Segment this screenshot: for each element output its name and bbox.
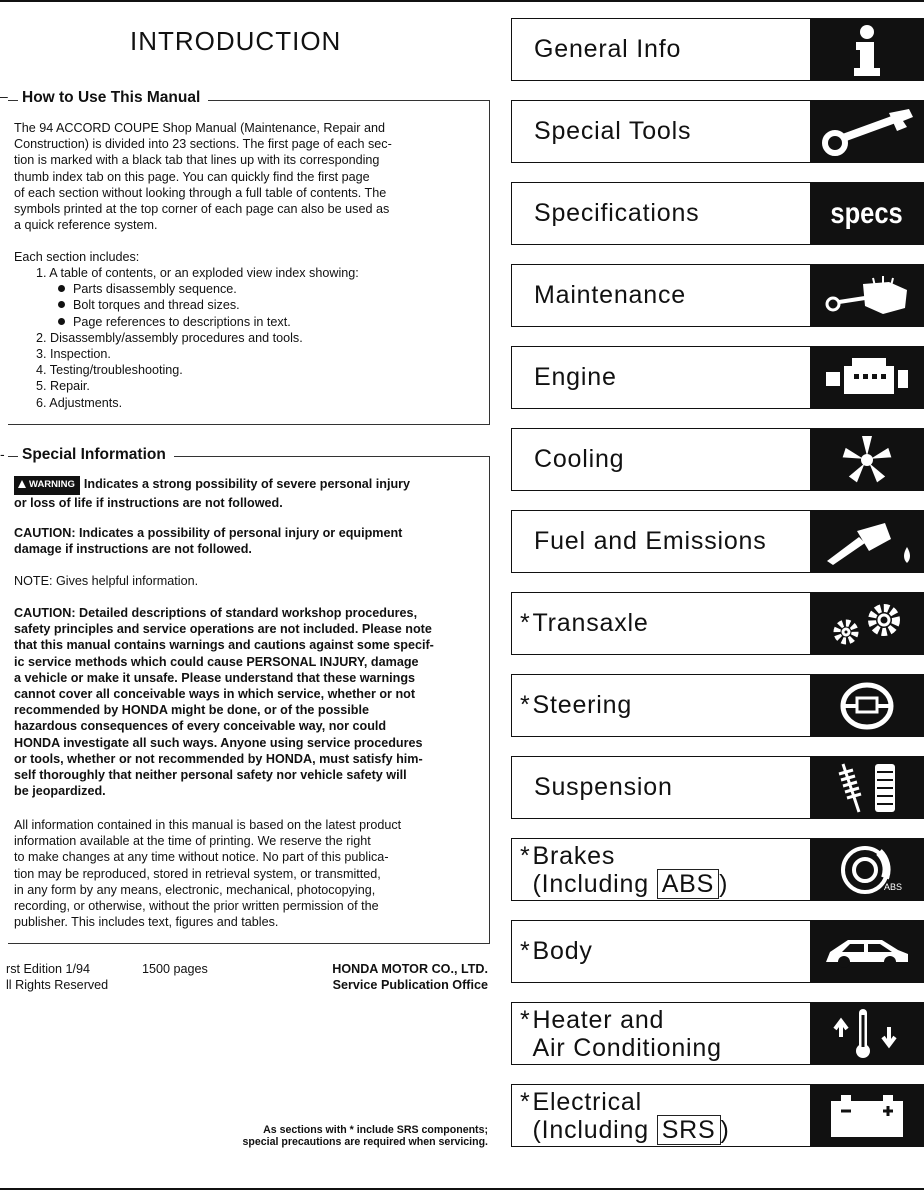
tab-label: *Electrical (Including SRS ) [520, 1088, 730, 1144]
tab-label: Special Tools [534, 117, 692, 145]
text-line: in any form by any means, electronic, mechanical, photocopying, [14, 882, 376, 897]
text-line: information available at the time of printing. We reserve the right [14, 834, 371, 849]
tab-label: General Info [534, 35, 682, 63]
bullet-icon [58, 318, 65, 325]
tab-label: Engine [534, 363, 617, 391]
text-line: thumb index tab on this page. You can quickly find the first page [14, 169, 370, 184]
text-line: a vehicle or make it unsafe. Please understand that these warnings [14, 670, 416, 685]
text-line: Construction) is divided into 23 sections. The first page of each sec- [14, 137, 392, 152]
text-line: The 94 ACCORD COUPE Shop Manual (Maintenance, Repair and [14, 121, 385, 135]
top-rule [0, 0, 924, 2]
text-line: self thoroughly that neither personal safety nor vehicle safety will [14, 768, 407, 783]
tab-label: * Body [520, 937, 593, 965]
fuel-nozzle-icon [810, 511, 924, 572]
boxed-label: ABS [657, 869, 719, 899]
tab-body[interactable] [511, 920, 924, 983]
fan-icon [810, 429, 924, 490]
warning-badge: WARNING [14, 476, 80, 495]
bullet-item: Parts disassembly sequence. [58, 281, 237, 297]
page-title: INTRODUCTION [130, 26, 342, 56]
caution-paragraph: CAUTION: Indicates a possibility of personal injury or equipment damage if instructions are not followed. [14, 526, 403, 557]
how-to-paragraph [14, 120, 474, 233]
tab-label: Suspension [534, 773, 673, 801]
text-line: a quick reference system. [14, 218, 158, 233]
copyright-paragraph [14, 817, 474, 930]
car-body-icon [810, 921, 924, 982]
info-icon [810, 19, 924, 80]
tab-label: Specifications [534, 199, 700, 227]
abs-label: ABS [883, 882, 902, 892]
tab-engine[interactable] [511, 346, 924, 409]
gears-icon [810, 593, 924, 654]
warning-triangle-icon [18, 480, 26, 488]
tab-suspension[interactable] [511, 756, 924, 819]
suspension-icon [810, 757, 924, 818]
steering-wheel-icon [810, 675, 924, 736]
bullet-icon [58, 301, 65, 308]
text-line: safety principles and service operations are not included. Please note [14, 622, 432, 637]
caution-detail-paragraph [14, 605, 474, 799]
thermometer-icon [810, 1003, 924, 1064]
section-dash: – [0, 88, 8, 104]
text-line: HONDA investigate all such ways. Anyone using service procedures [14, 735, 423, 750]
text-line: be jeopardized. [14, 784, 106, 799]
tab-specifications[interactable] [511, 182, 924, 245]
text-line: tion may be reproduced, stored in retrieval system, or transmitted, [14, 866, 381, 881]
tab-heater-and[interactable] [511, 1002, 924, 1065]
special-info-heading: Special Information [18, 446, 174, 464]
text-line: tion is marked with a black tab that lines up with its corresponding [14, 153, 380, 168]
maintenance-icon [810, 265, 924, 326]
tab-label: * Transaxle [520, 609, 649, 637]
text-line: cannot cover all conceivable ways in which service, whether or not [14, 687, 416, 702]
tab-cooling[interactable] [511, 428, 924, 491]
bullet-item: Bolt torques and thread sizes. [58, 297, 240, 313]
list-item: 6. Adjustments. [36, 395, 123, 410]
tab-brakes[interactable] [511, 838, 924, 901]
text-line: ic service methods which could cause PERSONAL INJURY, damage [14, 654, 419, 669]
wrench-icon [810, 101, 924, 162]
section-dash: - [0, 446, 5, 462]
list-item: 1. A table of contents, or an exploded view index showing: [36, 266, 359, 280]
specs-icon: specs [810, 183, 924, 244]
text-line: publisher. This includes text, figures and tables. [14, 915, 279, 930]
bottom-rule [0, 1188, 924, 1190]
boxed-label: SRS [657, 1115, 721, 1145]
publication-office: Service Publication Office [332, 978, 488, 992]
tab-maintenance[interactable] [511, 264, 924, 327]
tab-electrical[interactable] [511, 1084, 924, 1147]
text-line: to make changes at any time without notice. No part of this publica- [14, 850, 389, 865]
tab-general-info[interactable] [511, 18, 924, 81]
text-line: symbols printed at the top corner of each page can also be used as [14, 202, 390, 217]
rights: ll Rights Reserved [6, 978, 109, 992]
tab-fuel-and-emissions[interactable] [511, 510, 924, 573]
list-item: 2. Disassembly/assembly procedures and tools. [36, 330, 303, 345]
list-item: 5. Repair. [36, 379, 90, 394]
how-to-heading: How to Use This Manual [18, 89, 208, 107]
page-count: 1500 pages [142, 962, 208, 976]
list-item: 4. Testing/troubleshooting. [36, 363, 183, 378]
text-line: CAUTION: Detailed descriptions of standard workshop procedures, [14, 606, 418, 620]
company-name: HONDA MOTOR CO., LTD. [332, 962, 488, 976]
text-line: recording, or otherwise, without the prior written permission of the [14, 899, 379, 914]
warning-paragraph: WARNING Indicates a strong possibility of severe personal injury or loss of life if instructions are not followed. [14, 477, 411, 511]
text-line: recommended by HONDA might be done, or of the possible [14, 703, 369, 718]
text-line: of each section without looking through a full table of contents. The [14, 185, 387, 200]
tab-steering[interactable] [511, 674, 924, 737]
tab-label: Cooling [534, 445, 625, 473]
brake-disc-icon [810, 839, 924, 900]
tab-label: *Brakes (Including ABS ) [520, 842, 729, 898]
tab-label: *Heater and Air Conditioning [520, 1006, 722, 1062]
srs-note: As sections with * include SRS components; special precautions are required when servicing. [242, 1124, 488, 1148]
bullet-item: Page references to descriptions in text. [58, 314, 291, 330]
edition: rst Edition 1/94 [6, 962, 91, 976]
bullet-icon [58, 285, 65, 292]
text-line: All information contained in this manual is based on the latest product [14, 818, 402, 832]
text-line: or tools, whether or not recommended by HONDA, must satisfy him- [14, 751, 423, 766]
tab-special-tools[interactable] [511, 100, 924, 163]
each-section-label: Each section includes: [14, 250, 140, 264]
battery-icon [810, 1085, 924, 1146]
note-paragraph: NOTE: Gives helpful information. [14, 574, 199, 588]
tab-label: * Steering [520, 691, 633, 719]
text-line: that this manual contains warnings and cautions against some specif- [14, 638, 434, 653]
tab-label: Maintenance [534, 281, 686, 309]
engine-icon [810, 347, 924, 408]
tab-label: Fuel and Emissions [534, 527, 767, 555]
tab-transaxle[interactable] [511, 592, 924, 655]
list-item: 3. Inspection. [36, 347, 111, 361]
text-line: hazardous consequences of every conceivable way, nor could [14, 719, 387, 734]
